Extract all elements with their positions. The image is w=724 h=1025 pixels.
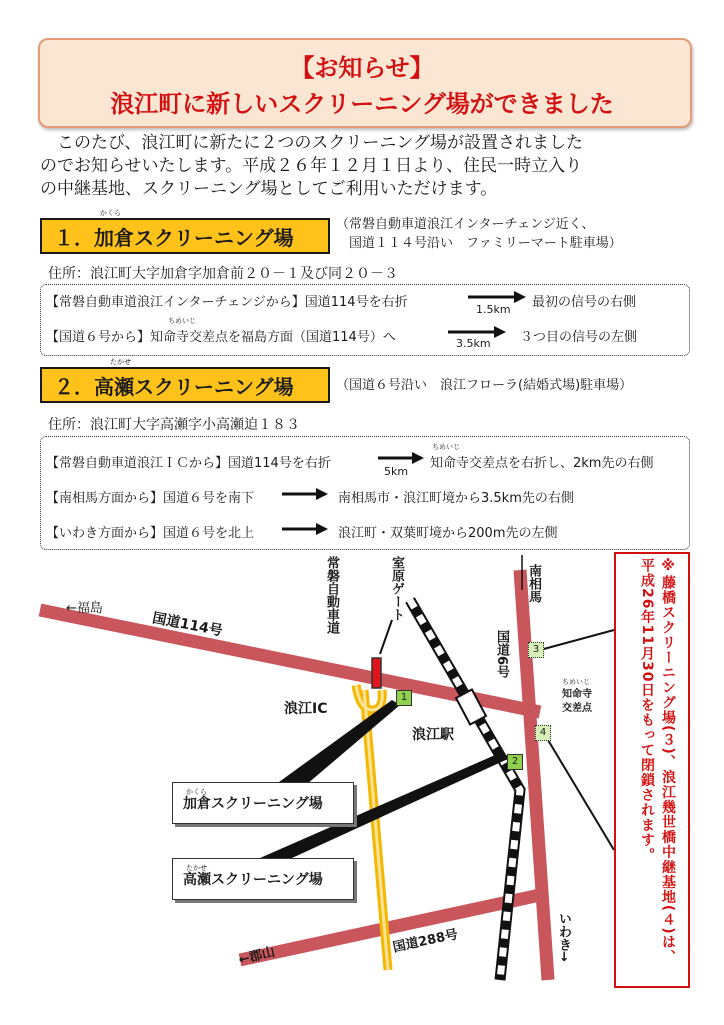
marker-3: 3 <box>528 642 544 658</box>
route288-label: 国道288号 <box>391 927 460 956</box>
murohara-gate-label: 室原ゲート <box>389 556 404 621</box>
arrow-right-icon <box>280 522 330 536</box>
closure-notice-line-2: 平成26年11月30日をもって閉鎖されます。 <box>639 558 655 863</box>
section1-title: １．加倉スクリーニング場 <box>54 225 294 250</box>
section2-title-box <box>40 367 330 403</box>
section2-route1-to: 知命寺交差点を右折し、2km先の右側 <box>430 456 654 471</box>
minamisoma-label: 南相馬 <box>526 564 541 603</box>
section1-ruby: かくら <box>100 209 121 217</box>
arrow-right-icon <box>466 290 528 304</box>
section1-route2-to: ３つ目の信号の左側 <box>520 330 638 345</box>
section1-route1-to: 最初の信号の右側 <box>532 295 637 310</box>
intro-line-3: の中継基地、スクリーニング場としてご利用いただけます。 <box>40 179 498 199</box>
section1-route1-from: 【常磐自動車道浪江インターチェンジから】国道114号を右折 <box>46 295 408 310</box>
namie-ic-label: 浪江IC <box>284 701 328 717</box>
section1-title-box <box>40 218 330 254</box>
namie-station-label: 浪江駅 <box>412 727 454 743</box>
iwaki-label: いわき→ <box>556 912 571 962</box>
section2-route3-to: 浪江町・双葉町境から200m先の左側 <box>338 526 558 541</box>
section2-route1-from: 【常磐自動車道浪江ＩＣから】国道114号を右折 <box>46 456 331 471</box>
intersection-label: 交差点 <box>562 703 592 714</box>
route6-label: 国道6号 <box>494 630 509 679</box>
kakura-callout-label: 加倉スクリーニング場 <box>183 796 323 812</box>
section2-route2-to: 南相馬市・浪江町境から3.5km先の右側 <box>338 491 574 506</box>
section2-route1-dist: 5km <box>384 465 409 478</box>
murohara-gate-mark <box>372 658 381 688</box>
koriyama-label: ←郡山 <box>237 944 277 969</box>
closure-notice-line-1: ※藤橋スクリーニング場(３)、浪江幾世橋中継基地(４)は、 <box>660 558 676 965</box>
route114-label: 国道114号 <box>150 610 224 640</box>
section1-route2-dist: 3.5km <box>456 337 491 350</box>
chimeiji-map-ruby: ちめいじ <box>562 678 590 686</box>
takase-callout-ruby: たかせ <box>186 864 207 872</box>
section2-route3-from: 【いわき方面から】国道６号を北上 <box>46 526 255 541</box>
section1-note-2: 国道１１４号沿い ファミリーマート駐車場） <box>336 236 622 251</box>
kakura-callout-ruby: かくら <box>186 788 207 796</box>
route6-road <box>520 570 548 980</box>
takase-callout-label: 高瀬スクリーニング場 <box>183 872 323 888</box>
marker-4: 4 <box>535 725 551 741</box>
chimeiji-ruby-2: ちめいじ <box>432 443 460 451</box>
page-title: 浪江町に新しいスクリーニング場ができました <box>110 90 614 118</box>
section2-address: 住所：浪江町大字高瀬字小高瀬迫１８３ <box>48 417 300 433</box>
joban-label: 常磐自動車道 <box>324 556 339 634</box>
fukushima-label: ←福島 <box>66 601 103 616</box>
intro-line-2: のでお知らせいたします。平成２６年１２月１日より、住民一時立入り <box>40 156 583 176</box>
arrow-right-icon <box>376 451 426 465</box>
marker-2: 2 <box>507 754 523 770</box>
closure-notice-text <box>624 558 678 978</box>
notice-heading: 【お知らせ】 <box>290 54 434 82</box>
section2-note: （国道６号沿い 浪江フローラ(結婚式場)駐車場） <box>336 378 633 393</box>
section2-route2-from: 【南相馬方面から】国道６号を南下 <box>46 491 255 506</box>
arrow-right-icon <box>280 487 330 501</box>
section1-route2-from: 【国道６号から】知命寺交差点を福島方面（国道114号）へ <box>46 330 396 345</box>
section1-note-1: （常磐自動車道浪江インターチェンジ近く、 <box>336 217 595 232</box>
section2-title: ２．高瀬スクリーニング場 <box>54 374 294 399</box>
section1-address: 住所：浪江町大字加倉字加倉前２０－１及び同２０－３ <box>48 266 398 282</box>
section1-route1-dist: 1.5km <box>476 303 511 316</box>
chimeiji-label: 知命寺 <box>562 689 592 700</box>
chimeiji-ruby: ちめいじ <box>168 317 196 325</box>
section2-ruby: たかせ <box>110 358 131 366</box>
intro-line-1: このたび、浪江町に新たに２つのスクリーニング場が設置されました <box>40 133 583 153</box>
marker-1: 1 <box>396 690 412 706</box>
